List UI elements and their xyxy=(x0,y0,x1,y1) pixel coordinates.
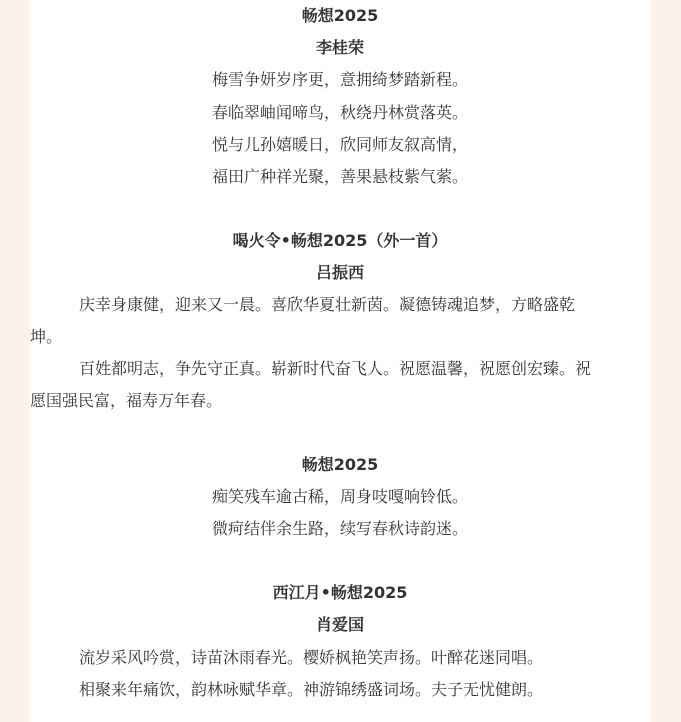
poem-author: 肖爱国 xyxy=(315,615,364,634)
poem-line: 梅雪争妍岁序更，意拥绮梦踏新程。 xyxy=(211,70,468,89)
poem-title: 喝火令•畅想2025（外一首） xyxy=(232,231,448,250)
article-body xyxy=(30,0,650,722)
poem-author: 吕振西 xyxy=(315,263,364,282)
poem-paragraph-line: 相聚来年痛饮，韵林咏赋华章。神游锦绣盛词场。夫子无忧健朗。 xyxy=(79,680,544,699)
poem-line: 微疴结伴余生路，续写春秋诗韵迷。 xyxy=(211,519,468,538)
poem-paragraph-line: 庆幸身康健，迎来又一晨。喜欣华夏壮新茵。凝德铸魂追梦，方略盛乾 xyxy=(79,295,576,314)
poem-paragraph-line: 百姓都明志，争先守正真。崭新时代奋飞人。祝愿温馨，祝愿创宏臻。祝 xyxy=(79,359,592,378)
poem-line: 痴笑残车逾古稀，周身吱嘎响铃低。 xyxy=(211,487,468,506)
poem-title: 畅想2025 xyxy=(301,6,379,25)
poem-title: 西江月•畅想2025 xyxy=(272,583,408,602)
poem-line: 福田广种祥光聚，善果悬枝紫气萦。 xyxy=(211,167,468,186)
poem-author: 李桂荣 xyxy=(315,38,364,57)
poem-paragraph-line: 流岁采风吟赏，诗苗沐雨春光。樱娇枫艳笑声扬。叶醉花迷同唱。 xyxy=(79,648,544,667)
poem-title: 畅想2025 xyxy=(301,455,379,474)
poem-line: 悦与儿孙嬉暖日，欣同师友叙高情， xyxy=(211,135,468,154)
poem-paragraph-line: 坤。 xyxy=(30,327,63,346)
poem-line: 春临翠岫闻啼鸟，秋绕丹林赏落英。 xyxy=(211,103,468,122)
poem-paragraph-line: 愿国强民富，福寿万年春。 xyxy=(30,391,223,410)
